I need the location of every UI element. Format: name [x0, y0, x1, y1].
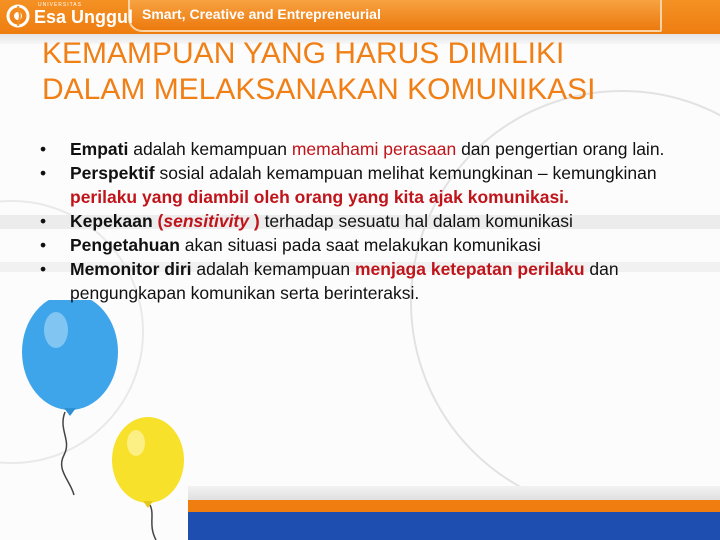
- footer-shade: [188, 486, 720, 500]
- logo-emblem-icon: [6, 4, 30, 28]
- term-pengetahuan: Pengetahuan: [70, 235, 180, 255]
- highlight-segment: perilaku yang diambil oleh orang yang kita ajak komunikasi.: [70, 187, 569, 207]
- term-memonitor-diri: Memonitor diri: [70, 259, 192, 279]
- page-title: [42, 36, 702, 108]
- title-line-2: DALAM MELAKSANAKAN KOMUNIKASI: [42, 73, 596, 106]
- list-item: [40, 209, 680, 233]
- highlight-segment: ): [249, 211, 260, 231]
- text-segment: terhadap sesuatu hal dalam komunikasi: [259, 211, 573, 231]
- text-segment: dan pengertian orang lain.: [456, 139, 665, 159]
- highlight-segment: menjaga ketepatan perilaku: [354, 259, 585, 279]
- title-line-1: KEMAMPUAN YANG HARUS DIMILIKI: [42, 37, 565, 70]
- highlight-segment: memahami perasaan: [291, 139, 457, 159]
- list-item: [40, 137, 680, 161]
- term-empati: Empati: [70, 139, 129, 159]
- logo-subtext: UNIVERSITAS: [38, 2, 82, 8]
- text-segment: adalah kemampuan: [128, 139, 292, 159]
- text-segment: akan situasi pada saat melakukan komunikasi: [179, 235, 541, 255]
- highlight-segment: (: [152, 211, 164, 231]
- logo-text: Esa Unggul: [34, 7, 134, 27]
- text-segment: dan pengungkapan komunikan serta berinteraksi.: [70, 259, 619, 303]
- bullet-marker: •: [40, 139, 47, 159]
- list-item: [40, 233, 680, 257]
- university-logo: [6, 2, 134, 32]
- bullet-list: [40, 137, 680, 305]
- bullet-marker: •: [40, 163, 47, 183]
- term-perspektif: Perspektif: [70, 163, 155, 183]
- balloons-illustration: [0, 300, 200, 540]
- bullet-marker: •: [40, 235, 47, 255]
- footer-orange-stripe: [188, 500, 720, 512]
- highlight-segment: sensitivity: [163, 211, 249, 231]
- bullet-marker: •: [40, 211, 47, 231]
- header-tagline: Smart, Creative and Entrepreneurial: [142, 6, 381, 22]
- footer-blue-stripe: [188, 512, 720, 540]
- list-item: [40, 257, 680, 305]
- text-segment: adalah kemampuan: [191, 259, 355, 279]
- text-segment: sosial adalah kemampuan melihat kemungkinan – kemungkinan: [154, 163, 657, 183]
- bullet-marker: •: [40, 259, 47, 279]
- term-kepekaan: Kepekaan: [70, 211, 153, 231]
- list-item: [40, 161, 680, 209]
